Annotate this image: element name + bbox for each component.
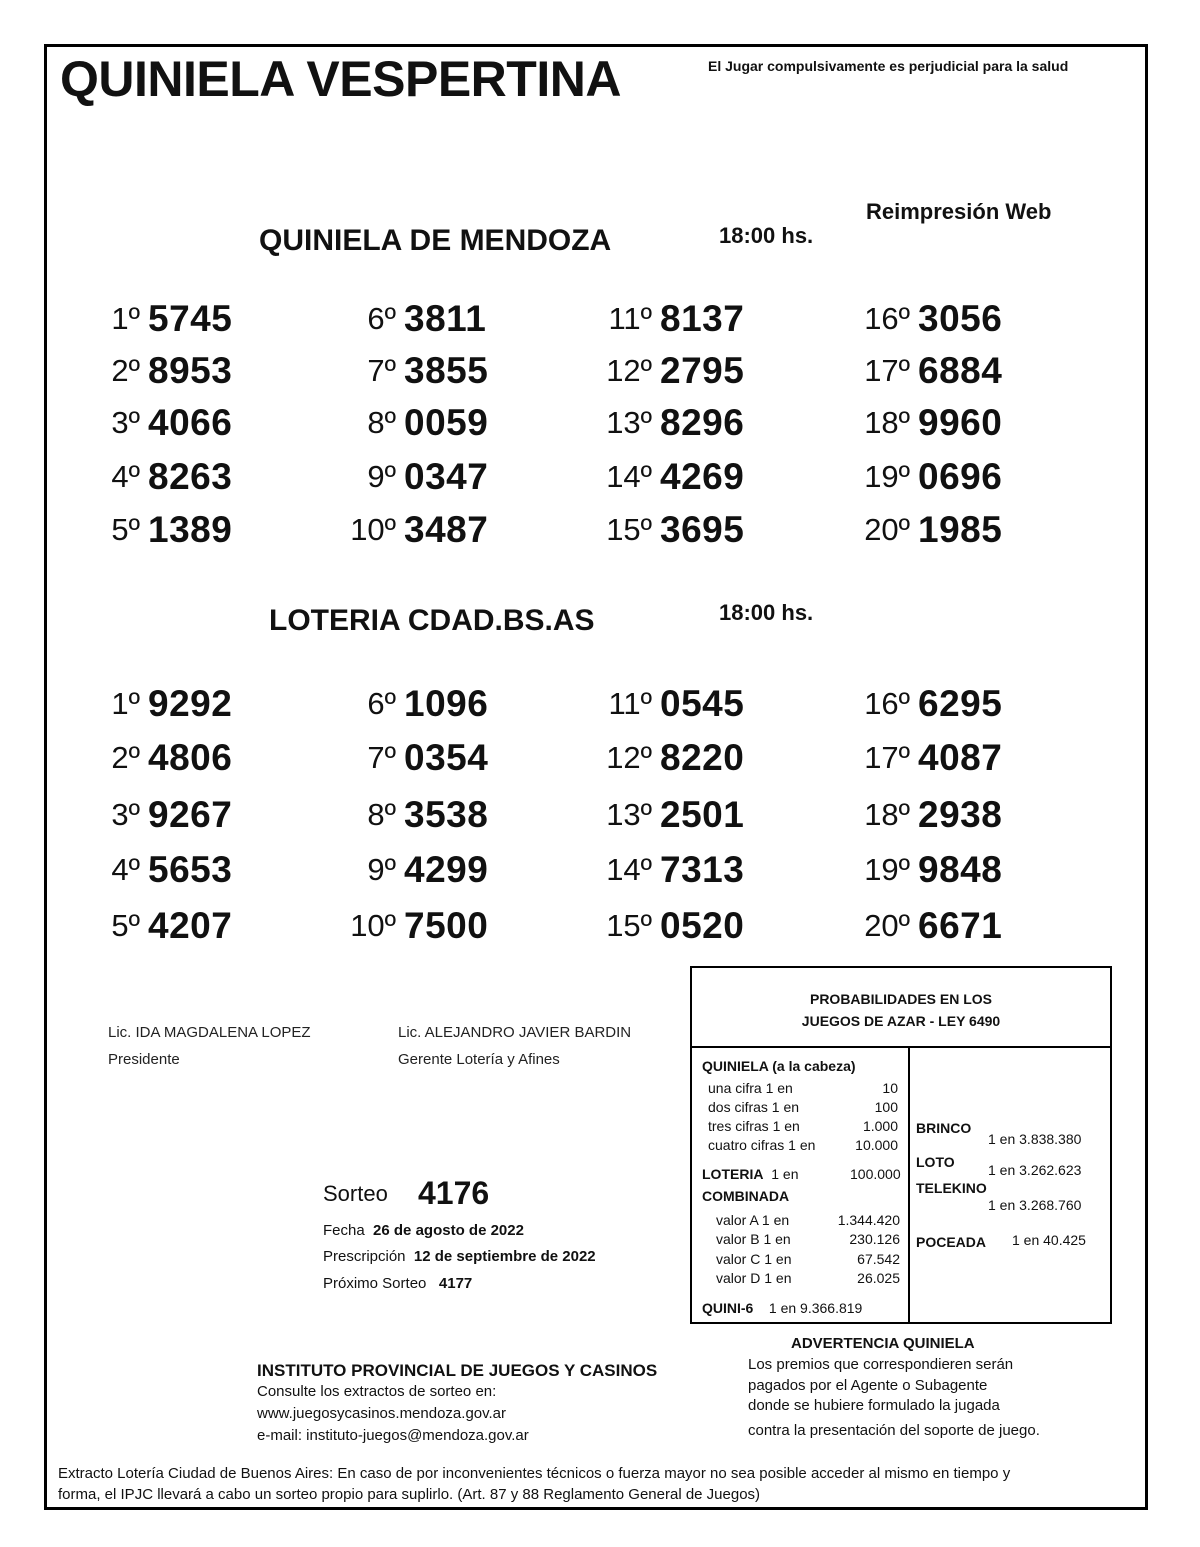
loteria-result-position: 9º xyxy=(367,852,396,887)
combinada-value: 26.025 xyxy=(857,1270,900,1286)
mendoza-result-position: 15º xyxy=(606,512,652,547)
loteria-result-number: 4207 xyxy=(148,905,233,946)
mendoza-result-13 xyxy=(452,402,745,448)
telekino-value: 1 en 3.268.760 xyxy=(988,1197,1082,1213)
mendoza-result-12 xyxy=(452,350,745,396)
mendoza-result-position: 14º xyxy=(606,459,652,494)
brinco-label: BRINCO xyxy=(916,1120,972,1136)
mendoza-result-number: 3487 xyxy=(404,509,489,550)
mendoza-result-number: 1389 xyxy=(148,509,233,550)
mendoza-title: QUINIELA DE MENDOZA xyxy=(259,224,612,257)
loteria-result-position: 6º xyxy=(367,686,396,721)
mendoza-result-9 xyxy=(196,456,489,502)
combinada-label: valor C 1 en xyxy=(716,1251,792,1267)
page-title: QUINIELA VESPERTINA xyxy=(60,51,621,107)
fecha-row xyxy=(323,1222,524,1239)
loteria-result-15 xyxy=(452,905,745,951)
loteria-result-number: 7313 xyxy=(660,849,745,890)
footer-line-2: forma, el IPJC llevará a cabo un sorteo propio para suplirlo. (Art. 87 y 88 Reglamento General de Juegos) xyxy=(58,1486,761,1503)
mendoza-result-number: 4269 xyxy=(660,456,745,497)
loteria-result-number: 2501 xyxy=(660,794,745,835)
loteria-result-number: 9292 xyxy=(148,683,233,724)
prescripcion-row xyxy=(323,1248,596,1265)
mendoza-result-15 xyxy=(452,509,745,555)
prescripcion-label: Prescripción xyxy=(323,1248,406,1265)
mendoza-result-2 xyxy=(0,350,233,396)
mendoza-result-position: 7º xyxy=(367,353,396,388)
quiniela-prob-label: una cifra 1 en xyxy=(708,1080,793,1096)
loteria-result-13 xyxy=(452,794,745,840)
quiniela-prob-label: tres cifras 1 en xyxy=(708,1118,800,1134)
mendoza-result-6 xyxy=(196,298,487,344)
mendoza-result-position: 8º xyxy=(367,405,396,440)
advertencia-line-2: pagados por el Agente o Subagente xyxy=(748,1377,988,1394)
quini6-label: QUINI-6 xyxy=(702,1300,754,1316)
loteria-result-11 xyxy=(452,683,745,729)
quiniela-prob-label: dos cifras 1 en xyxy=(708,1099,800,1115)
mendoza-result-number: 2795 xyxy=(660,350,745,391)
manager-role: Gerente Lotería y Afines xyxy=(398,1051,560,1068)
mendoza-result-position: 20º xyxy=(864,512,910,547)
mendoza-result-number: 3811 xyxy=(404,298,487,339)
loto-value: 1 en 3.262.623 xyxy=(988,1162,1082,1178)
loteria-result-position: 14º xyxy=(606,852,652,887)
loteria-result-number: 4806 xyxy=(148,737,233,778)
mendoza-result-5 xyxy=(0,509,233,555)
mendoza-result-position: 5º xyxy=(111,512,140,547)
mendoza-result-7 xyxy=(196,350,489,396)
quiniela-prob-value: 1.000 xyxy=(862,1118,898,1134)
mendoza-result-10 xyxy=(196,509,489,555)
institute-line-1: Consulte los extractos de sorteo en: xyxy=(257,1383,497,1400)
mendoza-result-19 xyxy=(710,456,1003,502)
mendoza-result-position: 16º xyxy=(864,301,910,336)
mendoza-result-number: 1985 xyxy=(918,509,1003,550)
mendoza-result-number: 6884 xyxy=(918,350,1003,391)
loteria-result-number: 1096 xyxy=(404,683,489,724)
prescripcion-value: 12 de septiembre de 2022 xyxy=(413,1248,596,1265)
loteria-result-4 xyxy=(0,849,233,895)
loteria-result-position: 16º xyxy=(864,686,910,721)
mendoza-result-4 xyxy=(0,456,233,502)
mendoza-result-position: 1º xyxy=(111,301,140,336)
loteria-result-16 xyxy=(710,683,1003,729)
proximo-value: 4177 xyxy=(438,1275,473,1292)
mendoza-result-number: 5745 xyxy=(148,298,233,339)
mendoza-result-1 xyxy=(0,298,233,344)
telekino-label: TELEKINO xyxy=(916,1180,987,1196)
mendoza-result-16 xyxy=(710,298,1003,344)
loteria-result-number: 0520 xyxy=(660,905,745,946)
mendoza-result-position: 17º xyxy=(864,353,910,388)
advertencia-line-4: contra la presentación del soporte de juego. xyxy=(748,1422,1040,1439)
loteria-result-position: 19º xyxy=(864,852,910,887)
loteria-result-position: 12º xyxy=(606,740,652,775)
mendoza-result-3 xyxy=(0,402,233,448)
loteria-prob-label: LOTERIA xyxy=(702,1166,764,1182)
loteria-result-2 xyxy=(0,737,233,783)
mendoza-result-number: 4066 xyxy=(148,402,233,443)
mendoza-result-number: 8137 xyxy=(660,298,745,339)
fecha-value: 26 de agosto de 2022 xyxy=(373,1222,524,1239)
loteria-result-position: 18º xyxy=(864,797,910,832)
sorteo-label: Sorteo xyxy=(323,1181,388,1206)
loteria-result-8 xyxy=(196,794,489,840)
loteria-result-20 xyxy=(710,905,1003,951)
president-role: Presidente xyxy=(108,1051,180,1068)
loteria-result-number: 8220 xyxy=(660,737,745,778)
loteria-result-1 xyxy=(0,683,233,729)
mendoza-result-position: 2º xyxy=(111,353,140,388)
loteria-title: LOTERIA CDAD.BS.AS xyxy=(269,604,595,637)
loteria-time: 18:00 hs. xyxy=(719,600,814,625)
loteria-result-number: 6671 xyxy=(918,905,1003,946)
loteria-result-position: 3º xyxy=(111,797,140,832)
institute-website[interactable]: www.juegosycasinos.mendoza.gov.ar xyxy=(257,1405,507,1422)
loteria-result-number: 4299 xyxy=(404,849,489,890)
mendoza-result-8 xyxy=(196,402,489,448)
mendoza-result-position: 19º xyxy=(864,459,910,494)
quiniela-prob-value: 100 xyxy=(874,1099,898,1115)
mendoza-result-number: 0059 xyxy=(404,402,489,443)
loteria-result-10 xyxy=(196,905,489,951)
reprint-label: Reimpresión Web xyxy=(866,199,1052,224)
mendoza-result-position: 4º xyxy=(111,459,140,494)
loteria-result-number: 7500 xyxy=(404,905,489,946)
poceada-label: POCEADA xyxy=(916,1234,987,1250)
loteria-result-position: 5º xyxy=(111,908,140,943)
loteria-result-position: 1º xyxy=(111,686,140,721)
probabilities-header xyxy=(692,968,1110,1048)
loteria-result-6 xyxy=(196,683,489,729)
sorteo-number: 4176 xyxy=(418,1175,490,1211)
quini6-row xyxy=(702,1300,862,1316)
quiniela-prob-value: 10 xyxy=(882,1080,898,1096)
loteria-result-position: 10º xyxy=(350,908,396,943)
loteria-result-number: 0545 xyxy=(660,683,745,724)
loteria-result-7 xyxy=(196,737,489,783)
mendoza-result-position: 13º xyxy=(606,405,652,440)
quiniela-prob-title: QUINIELA (a la cabeza) xyxy=(702,1058,856,1074)
loteria-result-position: 8º xyxy=(367,797,396,832)
loteria-result-position: 11º xyxy=(608,686,652,721)
quiniela-prob-label: cuatro cifras 1 en xyxy=(708,1137,816,1153)
proximo-label: Próximo Sorteo xyxy=(323,1275,427,1292)
loteria-result-5 xyxy=(0,905,233,951)
manager-name: Lic. ALEJANDRO JAVIER BARDIN xyxy=(398,1024,632,1041)
mendoza-result-position: 9º xyxy=(367,459,396,494)
loteria-result-number: 4087 xyxy=(918,737,1003,778)
loteria-result-number: 2938 xyxy=(918,794,1003,835)
combinada-value: 67.542 xyxy=(857,1251,900,1267)
loteria-result-number: 6295 xyxy=(918,683,1003,724)
probabilities-box xyxy=(690,966,1112,1324)
mendoza-result-number: 0347 xyxy=(404,456,489,497)
fecha-label: Fecha xyxy=(323,1222,365,1239)
combinada-label: valor A 1 en xyxy=(716,1212,790,1228)
loteria-prob-value: 100.000 xyxy=(850,1166,901,1182)
advertencia-title: ADVERTENCIA QUINIELA xyxy=(791,1335,975,1352)
advertencia-line-3: donde se hubiere formulado la jugada xyxy=(748,1397,1000,1414)
mendoza-result-number: 3056 xyxy=(918,298,1003,339)
probabilities-divider xyxy=(908,1048,910,1322)
institute-name: INSTITUTO PROVINCIAL DE JUEGOS Y CASINOS xyxy=(257,1361,658,1380)
mendoza-result-20 xyxy=(710,509,1003,555)
probabilities-header-line2: JUEGOS DE AZAR - LEY 6490 xyxy=(801,1013,1001,1029)
mendoza-result-position: 10º xyxy=(350,512,396,547)
mendoza-result-14 xyxy=(452,456,745,502)
mendoza-result-number: 8296 xyxy=(660,402,745,443)
mendoza-time: 18:00 hs. xyxy=(719,223,814,248)
poceada-value: 1 en 40.425 xyxy=(1012,1232,1086,1248)
loteria-result-number: 0354 xyxy=(404,737,489,778)
mendoza-result-number: 8263 xyxy=(148,456,233,497)
loteria-result-position: 2º xyxy=(111,740,140,775)
mendoza-result-18 xyxy=(710,402,1003,448)
mendoza-result-number: 3855 xyxy=(404,350,489,391)
loteria-result-3 xyxy=(0,794,233,840)
loteria-result-position: 4º xyxy=(111,852,140,887)
loteria-result-17 xyxy=(710,737,1003,783)
mendoza-result-position: 3º xyxy=(111,405,140,440)
loteria-prob-text: 1 en xyxy=(771,1166,799,1182)
president-name: Lic. IDA MAGDALENA LOPEZ xyxy=(108,1024,311,1041)
mendoza-result-position: 12º xyxy=(606,353,652,388)
mendoza-result-number: 3695 xyxy=(660,509,745,550)
brinco-value: 1 en 3.838.380 xyxy=(988,1131,1082,1147)
quiniela-prob-value: 10.000 xyxy=(855,1137,898,1153)
health-warning: El Jugar compulsivamente es perjudicial para la salud xyxy=(708,58,1069,74)
loteria-result-9 xyxy=(196,849,489,895)
mendoza-result-number: 8953 xyxy=(148,350,233,391)
probabilities-header-line1: PROBABILIDADES EN LOS xyxy=(809,991,992,1007)
loteria-result-19 xyxy=(710,849,1003,895)
loteria-result-14 xyxy=(452,849,745,895)
combinada-title: COMBINADA xyxy=(702,1188,790,1204)
loto-label: LOTO xyxy=(916,1154,955,1170)
loteria-result-number: 9848 xyxy=(918,849,1003,890)
loteria-result-number: 3538 xyxy=(404,794,489,835)
loteria-result-position: 15º xyxy=(606,908,652,943)
loteria-result-position: 13º xyxy=(606,797,652,832)
loteria-result-18 xyxy=(710,794,1003,840)
loteria-result-number: 5653 xyxy=(148,849,233,890)
loteria-result-12 xyxy=(452,737,745,783)
mendoza-result-position: 11º xyxy=(608,301,652,336)
advertencia-line-1: Los premios que correspondieren serán xyxy=(748,1356,1014,1373)
loteria-result-number: 9267 xyxy=(148,794,233,835)
loteria-result-position: 17º xyxy=(864,740,910,775)
combinada-value: 1.344.420 xyxy=(837,1212,900,1228)
combinada-label: valor D 1 en xyxy=(716,1270,792,1286)
loteria-prob-row xyxy=(702,1166,798,1182)
proximo-row xyxy=(323,1275,472,1292)
mendoza-result-number: 9960 xyxy=(918,402,1003,443)
combinada-label: valor B 1 en xyxy=(716,1231,791,1247)
combinada-value: 230.126 xyxy=(849,1231,900,1247)
mendoza-result-17 xyxy=(710,350,1003,396)
loteria-result-position: 20º xyxy=(864,908,910,943)
institute-email[interactable]: e-mail: instituto-juegos@mendoza.gov.ar xyxy=(257,1427,529,1444)
mendoza-result-11 xyxy=(452,298,745,344)
mendoza-result-number: 0696 xyxy=(918,456,1003,497)
loteria-result-position: 7º xyxy=(367,740,396,775)
mendoza-result-position: 18º xyxy=(864,405,910,440)
quini6-text: 1 en 9.366.819 xyxy=(768,1300,863,1316)
mendoza-result-position: 6º xyxy=(367,301,396,336)
footer-line-1: Extracto Lotería Ciudad de Buenos Aires: En caso de por inconvenientes técnicos o fuerza mayor no sea posible acceder al mismo en tiempo y xyxy=(58,1465,1011,1482)
